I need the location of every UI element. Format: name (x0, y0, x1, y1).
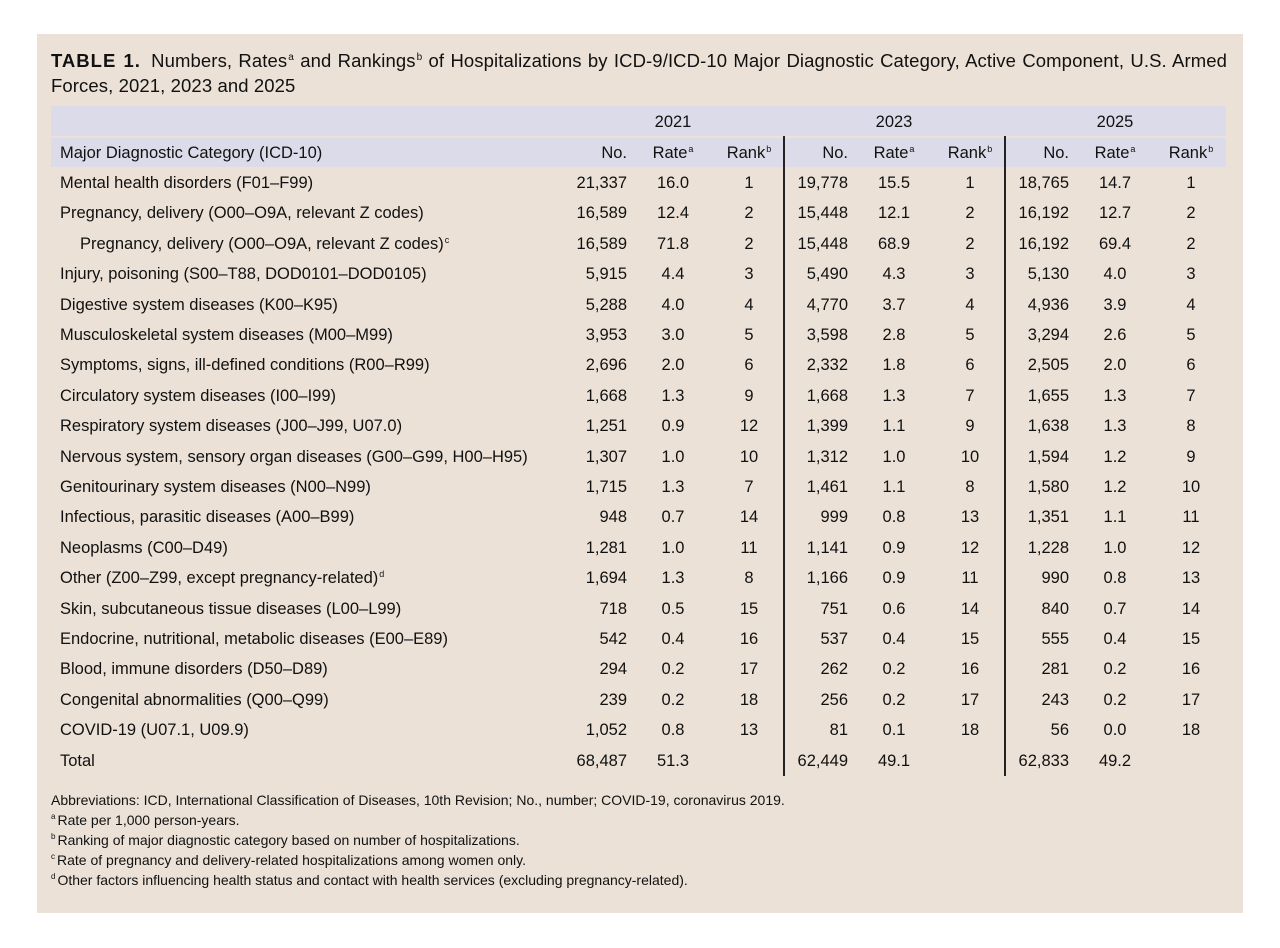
footnote-b (51, 830, 785, 850)
footnote-text: Rate of pregnancy and delivery-related hospitalizations among women only. (57, 852, 527, 868)
row-label: COVID-19 (U07.1, U09.9) (60, 721, 249, 739)
cell-rank: 4 (965, 296, 975, 314)
cell-rate: 0.2 (661, 660, 685, 678)
cell-number: 1,166 (806, 569, 848, 587)
cell-rate: 2.0 (661, 356, 685, 374)
cell-number: 1,638 (1027, 417, 1069, 435)
row-label: Respiratory system diseases (J00–J99, U07.0) (60, 417, 403, 435)
cell-number: 5,915 (585, 265, 627, 283)
cell-rank: 3 (1186, 265, 1196, 283)
cell-number: 537 (820, 630, 848, 648)
cell-number: 4,936 (1027, 296, 1069, 314)
cell-rate: 16.0 (656, 174, 690, 192)
cell-rank: 11 (961, 569, 979, 587)
title-sup-a: a (288, 51, 294, 63)
row-label-superscript: d (379, 568, 385, 579)
cell-rank: 1 (744, 174, 754, 192)
footnote-text: Abbreviations: ICD, International Classification of Diseases, 10th Revision; No., number; COVID-19, coronavirus 2019. (51, 792, 785, 808)
cell-rank: 14 (1181, 600, 1201, 618)
row-label: Circulatory system diseases (I00–I99) (60, 387, 337, 405)
cell-rank: 2 (744, 204, 754, 222)
title-part-1: Numbers, Rates (151, 50, 288, 71)
row-label: Congenital abnormalities (Q00–Q99) (60, 691, 329, 709)
cell-number: 751 (820, 600, 848, 618)
cell-number: 68,487 (576, 752, 627, 770)
cell-rate: 1.0 (661, 448, 685, 466)
row-label: Digestive system diseases (K00–K95) (60, 296, 338, 314)
cell-rate: 0.0 (1103, 721, 1127, 739)
cell-rank: 13 (1181, 569, 1201, 587)
cell-rate: 0.2 (661, 691, 685, 709)
cell-rate: 4.0 (661, 296, 685, 314)
footnote-text: Ranking of major diagnostic category based on number of hospitalizations. (57, 832, 520, 848)
row-label: Other (Z00–Z99, except pregnancy-related)$^d$ (60, 568, 385, 587)
cell-rank: 15 (739, 600, 759, 618)
cell-number: 243 (1041, 691, 1069, 709)
cell-rate: 12.4 (656, 204, 690, 222)
footnote-text: Other factors influencing health status and contact with health services (excluding pregnancy-related). (57, 872, 688, 888)
row-label: Genitourinary system diseases (N00–N99) (60, 478, 371, 496)
cell-rank: 16 (739, 630, 759, 648)
cell-rate: 1.3 (661, 569, 685, 587)
year-header: 2023 (875, 113, 913, 131)
cell-rank: 14 (739, 508, 759, 526)
footnote-marker: b (51, 832, 56, 842)
cell-rate: 69.4 (1098, 235, 1132, 253)
cell-number: 16,589 (576, 235, 627, 253)
cell-number: 555 (1041, 630, 1069, 648)
cell-rate: 0.1 (882, 721, 906, 739)
cell-rank: 7 (965, 387, 975, 405)
cell-rate: 3.0 (661, 326, 685, 344)
cell-rank: 14 (960, 600, 980, 618)
row-label: Infectious, parasitic diseases (A00–B99) (60, 508, 355, 526)
cell-rank: 16 (1181, 660, 1201, 678)
table-number: TABLE 1. (51, 50, 141, 71)
cell-rate: 1.1 (882, 478, 906, 496)
footnotes (51, 790, 785, 890)
cell-number: 1,461 (806, 478, 848, 496)
cell-number: 81 (829, 721, 848, 739)
cell-rank: 7 (744, 478, 754, 496)
cell-rank: 5 (744, 326, 754, 344)
cell-rate: 0.5 (661, 600, 685, 618)
cell-rate: 2.0 (1103, 356, 1127, 374)
cell-rate: 2.8 (882, 326, 906, 344)
title-part-3: of Hospitalizations by ICD-9/ICD-10 Major Diagnostic Category, Active Component, U.S. Armed Forces, 2021, 2023 and 2025 (51, 50, 1227, 96)
cell-number: 999 (820, 508, 848, 526)
row-label: Pregnancy, delivery (O00–O9A, relevant Z codes) (60, 204, 424, 222)
cell-number: 5,490 (806, 265, 848, 283)
cell-number: 256 (820, 691, 848, 709)
cell-number: 18,765 (1018, 174, 1069, 192)
cell-rate: 51.3 (656, 752, 690, 770)
cell-rank: 6 (744, 356, 754, 374)
rate-superscript: a (909, 143, 915, 154)
cell-number: 294 (599, 660, 627, 678)
rate-superscript: a (1130, 143, 1136, 154)
cell-rate: 1.3 (661, 387, 685, 405)
cell-rank: 5 (965, 326, 975, 344)
cell-rate: 0.6 (882, 600, 906, 618)
cell-number: 1,141 (806, 539, 848, 557)
cell-number: 281 (1041, 660, 1069, 678)
year-header: 2021 (654, 113, 692, 131)
cell-rate: 0.9 (661, 417, 685, 435)
cell-rank: 17 (960, 691, 980, 709)
cell-rate: 1.2 (1103, 478, 1127, 496)
cell-rank: 6 (965, 356, 975, 374)
cell-number: 1,580 (1027, 478, 1069, 496)
cell-number: 2,505 (1027, 356, 1069, 374)
column-header-category: Major Diagnostic Category (ICD-10) (60, 144, 323, 162)
cell-rate: 1.3 (661, 478, 685, 496)
cell-rank: 8 (744, 569, 754, 587)
column-header-no: No. (1043, 144, 1069, 162)
cell-number: 3,953 (585, 326, 627, 344)
cell-rate: 0.8 (661, 721, 685, 739)
rate-superscript: a (688, 143, 694, 154)
cell-rate: 4.0 (1103, 265, 1127, 283)
row-label: Blood, immune disorders (D50–D89) (60, 660, 328, 678)
row-label: Endocrine, nutritional, metabolic diseases (E00–E89) (60, 630, 448, 648)
cell-rate: 0.8 (882, 508, 906, 526)
footnote-text: Rate per 1,000 person-years. (57, 812, 240, 828)
cell-rank: 4 (744, 296, 754, 314)
cell-rate: 4.3 (882, 265, 906, 283)
cell-number: 840 (1041, 600, 1069, 618)
cell-number: 5,288 (585, 296, 627, 314)
cell-rank: 17 (1181, 691, 1201, 709)
cell-rank: 2 (744, 235, 754, 253)
cell-rate: 12.1 (877, 204, 911, 222)
column-header-rate: Rate$^a$ (652, 143, 694, 162)
cell-rank: 2 (965, 235, 975, 253)
total-row-label: Total (60, 752, 95, 770)
column-header-rate: Rate$^a$ (873, 143, 915, 162)
rank-superscript: b (766, 143, 772, 154)
cell-number: 3,598 (806, 326, 848, 344)
cell-rank: 10 (739, 448, 759, 466)
cell-number: 15,448 (797, 235, 848, 253)
title-part-2: and Rankings (300, 50, 416, 71)
cell-number: 1,655 (1027, 387, 1069, 405)
cell-rate: 14.7 (1098, 174, 1132, 192)
cell-rank: 3 (744, 265, 754, 283)
cell-number: 15,448 (797, 204, 848, 222)
cell-rate: 1.0 (661, 539, 685, 557)
cell-rank: 17 (739, 660, 759, 678)
cell-number: 2,696 (585, 356, 627, 374)
cell-number: 1,312 (806, 448, 848, 466)
column-header-rank: Rank$^b$ (947, 143, 993, 162)
cell-rate: 12.7 (1098, 204, 1132, 222)
cell-rate: 49.1 (877, 752, 911, 770)
cell-rank: 11 (1182, 508, 1200, 526)
table-title (51, 48, 1227, 98)
cell-rank: 9 (744, 387, 754, 405)
cell-rate: 1.1 (1103, 508, 1127, 526)
cell-rate: 1.3 (1103, 387, 1127, 405)
cell-number: 1,715 (585, 478, 627, 496)
cell-rate: 3.7 (882, 296, 906, 314)
footnote-abbreviations (51, 790, 785, 810)
cell-number: 16,589 (576, 204, 627, 222)
cell-rate: 1.3 (882, 387, 906, 405)
row-label: Symptoms, signs, ill-defined conditions (R00–R99) (60, 356, 430, 374)
cell-rate: 0.8 (1103, 569, 1127, 587)
cell-number: 19,778 (797, 174, 848, 192)
cell-rank: 9 (1186, 448, 1196, 466)
cell-number: 1,399 (806, 417, 848, 435)
rank-superscript: b (987, 143, 993, 154)
row-label: Nervous system, sensory organ diseases (G00–G99, H00–H95) (60, 448, 528, 466)
column-header-rank: Rank$^b$ (1168, 143, 1214, 162)
cell-rank: 1 (965, 174, 975, 192)
cell-rank: 18 (1181, 721, 1201, 739)
cell-rank: 2 (1186, 235, 1196, 253)
cell-rank: 12 (1181, 539, 1201, 557)
year-header: 2025 (1096, 113, 1134, 131)
footnote-marker: d (51, 872, 56, 882)
cell-number: 542 (599, 630, 627, 648)
table-panel (37, 34, 1243, 913)
row-label: Neoplasms (C00–D49) (60, 539, 228, 557)
cell-rank: 7 (1186, 387, 1196, 405)
title-sup-b: b (416, 51, 423, 63)
cell-rank: 3 (965, 265, 975, 283)
cell-rank: 2 (1186, 204, 1196, 222)
cell-rank: 13 (739, 721, 759, 739)
cell-rate: 0.4 (661, 630, 685, 648)
cell-number: 62,449 (797, 752, 848, 770)
footnote-d (51, 870, 785, 890)
cell-number: 2,332 (806, 356, 848, 374)
column-header-rate: Rate$^a$ (1094, 143, 1136, 162)
cell-rank: 18 (739, 691, 759, 709)
row-label: Mental health disorders (F01–F99) (60, 174, 314, 192)
cell-rank: 8 (965, 478, 975, 496)
column-header-no: No. (822, 144, 848, 162)
row-label: Pregnancy, delivery (O00–O9A, relevant Z codes)$^c$ (80, 234, 450, 253)
cell-rate: 0.7 (661, 508, 685, 526)
cell-rank: 10 (960, 448, 980, 466)
cell-rate: 0.2 (1103, 691, 1127, 709)
cell-rate: 0.9 (882, 539, 906, 557)
cell-number: 948 (599, 508, 627, 526)
cell-rate: 0.9 (882, 569, 906, 587)
cell-number: 239 (599, 691, 627, 709)
cell-number: 16,192 (1018, 204, 1069, 222)
footnote-c (51, 850, 785, 870)
cell-rank: 12 (739, 417, 759, 435)
row-label: Skin, subcutaneous tissue diseases (L00–L99) (60, 600, 402, 618)
cell-rank: 8 (1186, 417, 1196, 435)
cell-number: 56 (1050, 721, 1069, 739)
cell-rank: 4 (1186, 296, 1196, 314)
cell-rank: 15 (960, 630, 980, 648)
cell-number: 1,594 (1027, 448, 1069, 466)
cell-rate: 68.9 (877, 235, 911, 253)
cell-rate: 71.8 (656, 235, 690, 253)
cell-rank: 1 (1186, 174, 1196, 192)
cell-number: 1,351 (1027, 508, 1069, 526)
cell-number: 1,694 (585, 569, 627, 587)
cell-number: 1,251 (585, 417, 627, 435)
cell-number: 62,833 (1018, 752, 1069, 770)
cell-rate: 0.4 (1103, 630, 1127, 648)
cell-rate: 1.3 (1103, 417, 1127, 435)
rank-superscript: b (1208, 143, 1214, 154)
cell-rank: 2 (965, 204, 975, 222)
footnote-marker: c (51, 852, 55, 862)
cell-rate: 1.8 (882, 356, 906, 374)
cell-rank: 6 (1186, 356, 1196, 374)
cell-rate: 0.2 (882, 691, 906, 709)
column-header-no: No. (601, 144, 627, 162)
cell-number: 1,307 (585, 448, 627, 466)
cell-number: 1,228 (1027, 539, 1069, 557)
cell-rank: 5 (1186, 326, 1196, 344)
cell-rate: 3.9 (1103, 296, 1127, 314)
cell-rate: 0.7 (1103, 600, 1127, 618)
column-divider (783, 136, 785, 776)
cell-rate: 0.2 (1103, 660, 1127, 678)
cell-number: 718 (599, 600, 627, 618)
cell-rate: 0.4 (882, 630, 906, 648)
cell-rank: 16 (960, 660, 980, 678)
row-label: Musculoskeletal system diseases (M00–M99) (60, 326, 393, 344)
cell-rank: 18 (960, 721, 980, 739)
cell-number: 3,294 (1027, 326, 1069, 344)
cell-number: 4,770 (806, 296, 848, 314)
cell-rate: 1.0 (1103, 539, 1127, 557)
cell-number: 262 (820, 660, 848, 678)
cell-rank: 12 (960, 539, 980, 557)
cell-number: 990 (1041, 569, 1069, 587)
footnote-a (51, 810, 785, 830)
row-label: Injury, poisoning (S00–T88, DOD0101–DOD0105) (60, 265, 427, 283)
cell-number: 5,130 (1027, 265, 1069, 283)
cell-number: 16,192 (1018, 235, 1069, 253)
cell-number: 21,337 (576, 174, 627, 192)
cell-rate: 15.5 (877, 174, 911, 192)
cell-rank: 15 (1181, 630, 1201, 648)
cell-rate: 1.0 (882, 448, 906, 466)
cell-number: 1,668 (585, 387, 627, 405)
cell-rate: 49.2 (1098, 752, 1132, 770)
cell-rank: 10 (1181, 478, 1201, 496)
footnote-marker: a (51, 812, 56, 822)
cell-rate: 2.6 (1103, 326, 1127, 344)
cell-number: 1,052 (585, 721, 627, 739)
cell-rank: 9 (965, 417, 975, 435)
column-divider (1004, 136, 1006, 776)
cell-rate: 1.2 (1103, 448, 1127, 466)
cell-rank: 13 (960, 508, 980, 526)
cell-rate: 4.4 (661, 265, 685, 283)
cell-rate: 1.1 (882, 417, 906, 435)
cell-rate: 0.2 (882, 660, 906, 678)
row-label-superscript: c (444, 234, 450, 245)
cell-number: 1,668 (806, 387, 848, 405)
cell-number: 1,281 (585, 539, 627, 557)
cell-rank: 11 (740, 539, 758, 557)
column-header-rank: Rank$^b$ (726, 143, 772, 162)
